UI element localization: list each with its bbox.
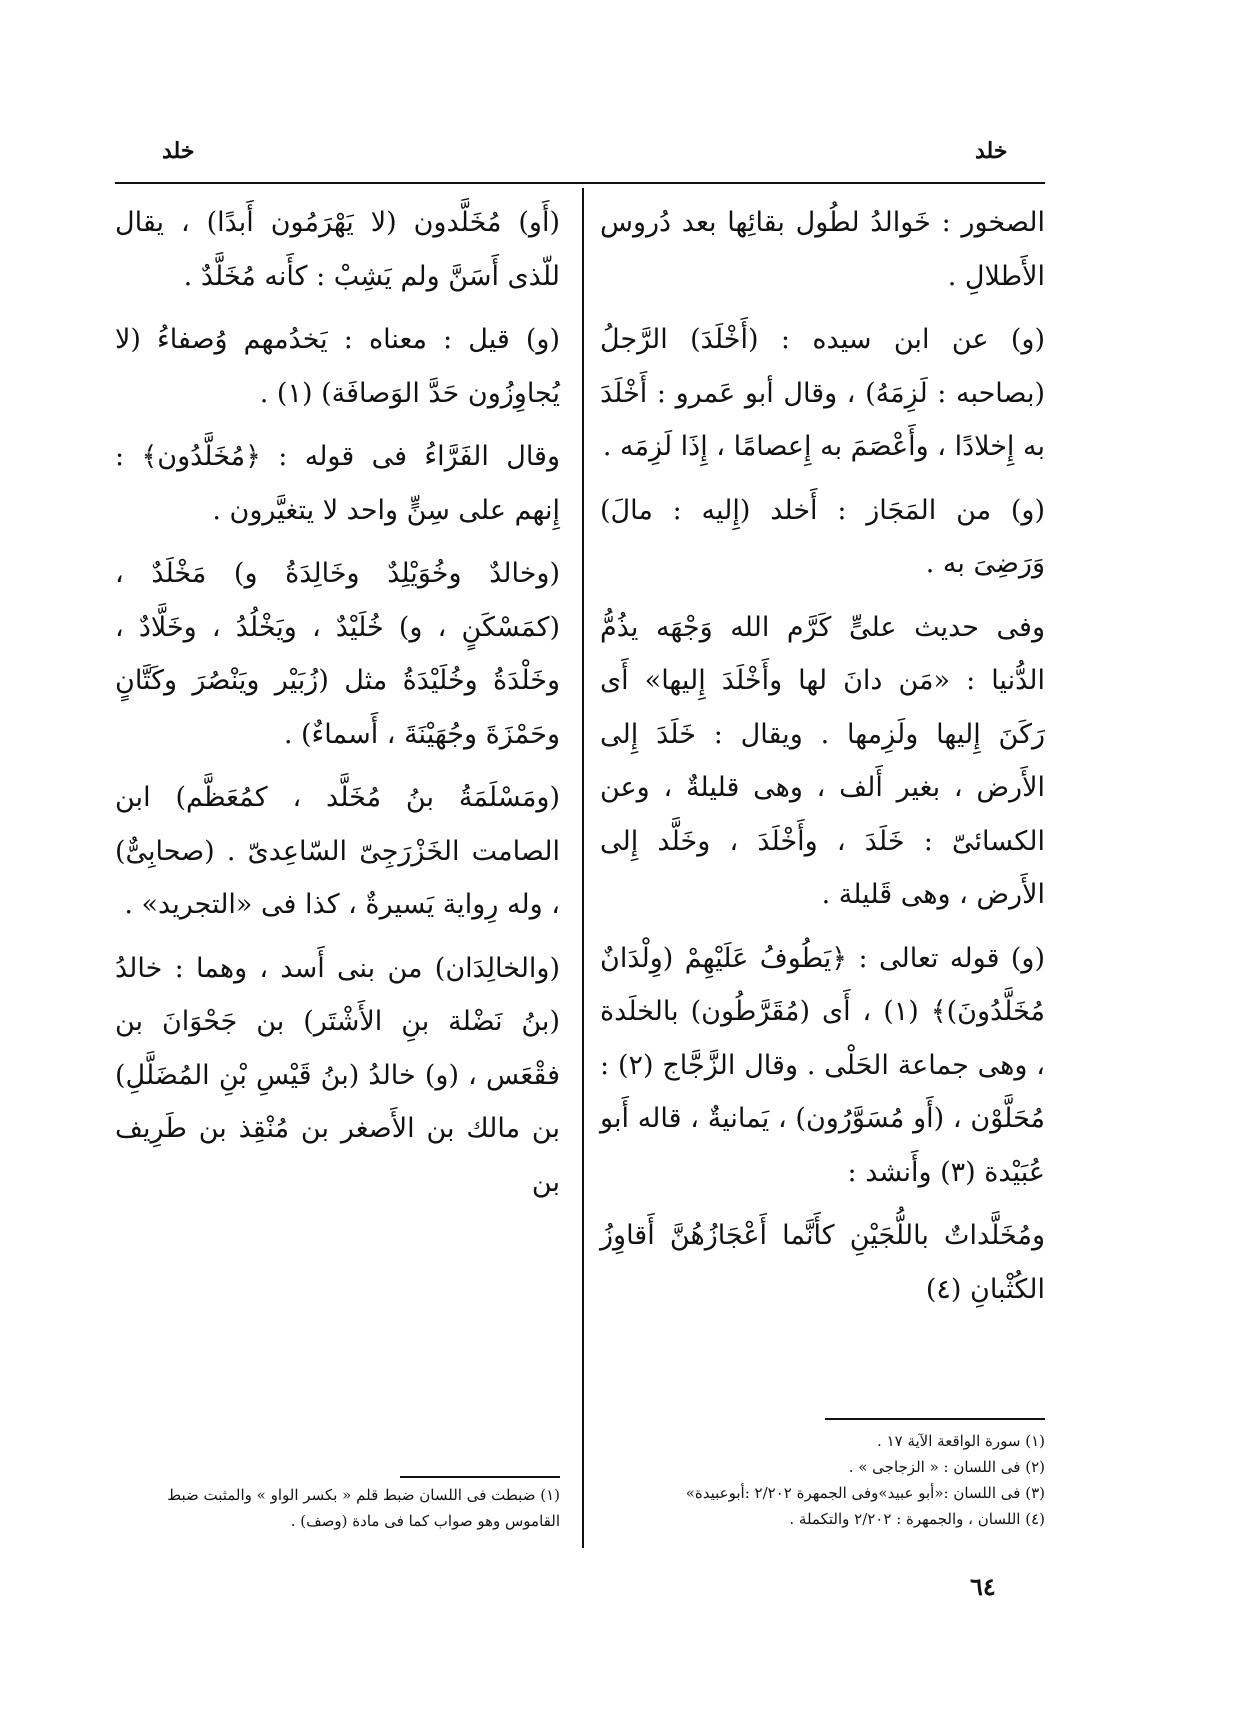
paragraph: وقال الفَرَّاءُ فى قوله : ﴿مُخَلَّدُون﴾ : إِنهم على سِنٍّ واحد لا يتغيَّرون . bbox=[115, 441, 560, 526]
left-column bbox=[115, 196, 560, 1219]
right-footnotes bbox=[600, 1428, 1045, 1532]
paragraph: (والخالِدَان) من بنى أَسد ، وهما : خالدُ (بنُ نَضْلة بنِ الأَشْتَر) بن جَحْوَانَ بن فقْعَس ، (و) خالدُ (بنُ قَيْسِ بْنِ المُضَلَّلِ) بن مالك بن الأَصغر بن مُنْقِذ بن طَرِيف بن bbox=[115, 952, 560, 1198]
paragraph: (و) عن ابن سيده : (أَخْلَدَ) الرَّجلُ (بصاحبه : لَزِمَهُ) ، وقال أبو عَمرو : أَخْلَدَ به إِخلادًا ، وأَعْصَمَ به إِعصامًا ، إِذَا لَزِمَه . bbox=[600, 324, 1045, 462]
footnote: (٢) فى اللسان : « الزجاجى » . bbox=[848, 1458, 1045, 1476]
footnote: (٤) اللسان ، والجمهرة : ٢/٢٠٢ والتكملة . bbox=[789, 1510, 1045, 1528]
header-rule bbox=[115, 182, 1045, 184]
paragraph: الصخور : خَوالدُ لطُول بقائِها بعد دُروس الأَطلالِ . bbox=[600, 207, 1045, 292]
footnote: (٣) فى اللسان :«أبو عبيد»وفى الجمهرة ٢/٢٠٢ :أبوعبيدة» bbox=[685, 1484, 1045, 1502]
right-column bbox=[600, 196, 1045, 1326]
page-number: ٦٤ bbox=[970, 1572, 996, 1601]
column-divider bbox=[582, 188, 584, 1548]
paragraph: (أَو) مُخَلَّدون (لا يَهْرَمُون أَبدًا) ، يقال للّذى أَسَنَّ ولم يَشِبْ : كأَنه مُخَلَّدٌ . bbox=[115, 207, 560, 292]
footnote-rule bbox=[825, 1418, 1045, 1420]
paragraph: (و) من المَجَاز : أَخلد (إِليه : مالَ) وَرَضِىَ به . bbox=[600, 494, 1045, 579]
paragraph: (وخالدٌ وخُوَيْلِدٌ وخَالِدَةُ و) مَخْلَدٌ ، (كمَسْكَنٍ ، و) خُلَيْدٌ ، ويَخْلُدُ ، وخَلَّادٌ ، وخَلْدَةُ وخُلَيْدَةُ مثل (زُبَيْر ويَنْصُرَ وكَتَّانٍ وحَمْزَةَ وجُهَيْنَةَ ، أَسماءٌ) . bbox=[115, 558, 560, 750]
verse: ومُخَلَّداتٌ باللُّجَيْنِ كأَنَّما أَعْجَازُهُنَّ أَقاوِزُ الكُثْبانِ (٤) bbox=[600, 1220, 1045, 1305]
footnote-rule bbox=[400, 1476, 560, 1478]
footnote: (١) ضبطت فى اللسان ضبط قلم « بكسر الواو » والمثبت ضبط القاموس وهو صواب كما فى مادة (وصف) . bbox=[167, 1486, 560, 1530]
footnote: (١) سورة الواقعة الآية ١٧ . bbox=[877, 1432, 1045, 1450]
paragraph: (و) قوله تعالى : ﴿يَطُوفُ عَلَيْهِمْ (وِلْدَانٌ مُخَلَّدُونَ)﴾ (١) ، أَى (مُقَرَّطُون) بالخلَدة ، وهى جماعة الحَلْى . وقال الزَّجَّاج (٢) : مُحَلَّوْن ، (أَو مُسَوَّرُون) ، يَمانيةٌ ، قاله أَبو عُبَيْدة (٣) وأَنشد : bbox=[600, 942, 1046, 1188]
paragraph: (ومَسْلَمَةُ بنُ مُخَلَّد ، كمُعَظَّم) ابن الصامت الخَزْرَجِىّ السّاعِدىّ . (صحابِىٌّ) ، وله رِواية يَسيرةٌ ، كذا فى «التجريد» . bbox=[115, 782, 560, 920]
paragraph: وفى حديث علىٍّ كَرَّم الله وَجْهَه يذُمُّ الدُّنيا : «مَن دانَ لها وأَخْلَدَ إِليها» أَى رَكَنَ إِليها ولَزِمها . ويقال : خَلَدَ إِلى الأَرض ، بغير أَلف ، وهى قليلةٌ ، وعن الكسائىّ : خَلَدَ ، وأَخْلَدَ ، وخَلَّد إِلى الأَرض ، وهى قَليلة . bbox=[600, 611, 1045, 910]
running-header-left: خلد bbox=[162, 138, 195, 164]
left-footnotes bbox=[115, 1482, 560, 1534]
paragraph: (و) قيل : معناه : يَخدُمهم وُصفاءُ (لا يُجاوِزُون حَدَّ الوَصافَة) (١) . bbox=[115, 324, 560, 409]
running-header-right: خلد bbox=[975, 138, 1008, 164]
